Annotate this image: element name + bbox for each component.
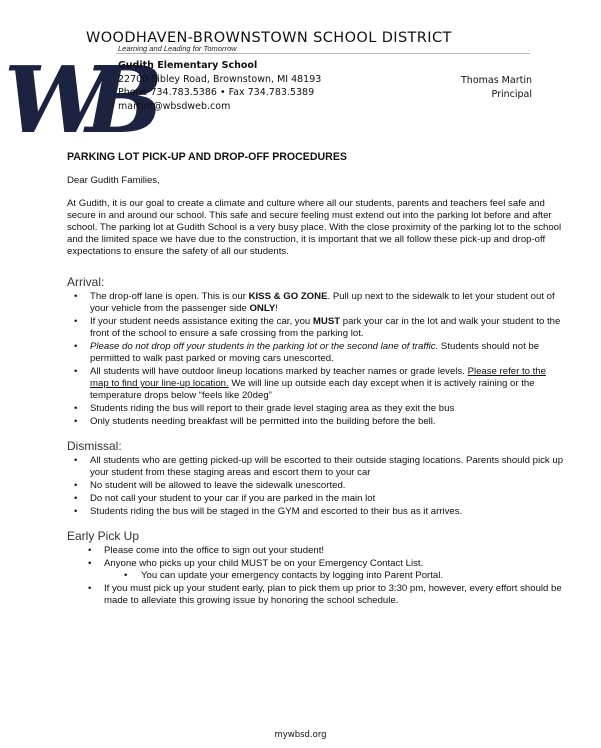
header-divider [116,53,530,54]
logo-lettering: WB [4,46,142,154]
list-item: • All students will have outdoor lineup locations marked by teacher names or grade levels. Please refer to the map to find your line-up location. We will line up outside each day except when it is actively raining or the temperature drops below “feels like 20deg” [67,366,565,402]
letter-body [67,151,565,619]
school-address: 22700 Sibley Road, Brownstown, MI 48193 [118,73,322,85]
early-pickup-heading: Early Pick Up [67,529,140,543]
district-tagline: Learning and Leading for Tomorrow [118,44,237,53]
list-item: • Please come into the office to sign out your student! [67,545,565,557]
list-item: • Do not call your student to your car if you are parked in the main lot [67,493,565,505]
early-pickup-sublist [104,570,565,582]
principal-name: Thomas Martin [461,75,532,86]
school-email[interactable]: martint@wbsdweb.com [118,100,231,112]
arrival-heading: Arrival: [67,275,105,289]
dismissal-list [67,455,565,518]
district-name: WOODHAVEN-BROWNSTOWN SCHOOL DISTRICT [86,30,452,46]
district-logo [4,36,142,154]
principal-block [461,74,532,101]
list-item: • The drop-off lane is open. This is our KISS & GO ZONE. Pull up next to the sidewalk to let your student out of your vehicle from the passenger side ONLY! [67,291,565,315]
letter-greeting: Dear Gudith Families, [67,175,160,186]
map-reference: Please refer to the map to find your line-up location. [90,366,546,389]
list-item: • Only students needing breakfast will be permitted into the building before the bell. [67,416,565,428]
school-contact-block [118,59,321,113]
list-item: • You can update your emergency contacts by logging into Parent Portal. [104,570,565,582]
letter-title: PARKING LOT PICK-UP AND DROP-OFF PROCEDURES [67,151,347,163]
list-item: • If you must pick up your student early, plan to pick them up prior to 3:30 pm, however, every effort should be made to alleviate this growing issue by honoring the school schedule. [67,583,565,607]
list-item: • All students who are getting picked-up will be escorted to their outside staging locations. Parents should pick up your student from these staging areas and escort them to your car [67,455,565,479]
list-item: • Anyone who picks up your child MUST be on your Emergency Contact List. • You can update your emergency contacts by logging into Parent Portal. [67,558,565,582]
principal-title: Principal [491,88,532,100]
footer-website[interactable]: mywbsd.org [274,730,327,740]
letter-intro: At Gudith, it is our goal to create a climate and culture where all our students, parents and teachers feel safe and secure in and around our school. This safe and secure feeling must extend out into the parking lot before and after school. The parking lot at Gudith School is a very busy place. With the close proximity of the parking lot to the school and the limited space we have due to the construction, it is important that we all follow these pick-up and drop-off expectations to ensure the safety of all our students. [67,198,562,257]
list-item: • Students riding the bus will report to their grade level staging area as they exit the bus [67,403,565,415]
list-item: • Students riding the bus will be staged in the GYM and escorted to their bus as it arrives. [67,506,565,518]
arrival-list [67,291,565,428]
dismissal-heading: Dismissal: [67,439,122,453]
list-item: • Please do not drop off your students in the parking lot or the second lane of traffic. Students should not be permitted to walk past parked or moving cars unescorted. [67,341,565,365]
school-phone-fax: Phone 734.783.5386 • Fax 734.783.5389 [118,87,315,98]
school-name: Gudith Elementary School [118,60,258,71]
list-item: • If your student needs assistance exiting the car, you MUST park your car in the lot and walk your student to the front of the school to ensure a safe crossing from the parking lot. [67,316,565,340]
list-item: • No student will be allowed to leave the sidewalk unescorted. [67,480,565,492]
early-pickup-list [67,545,565,607]
